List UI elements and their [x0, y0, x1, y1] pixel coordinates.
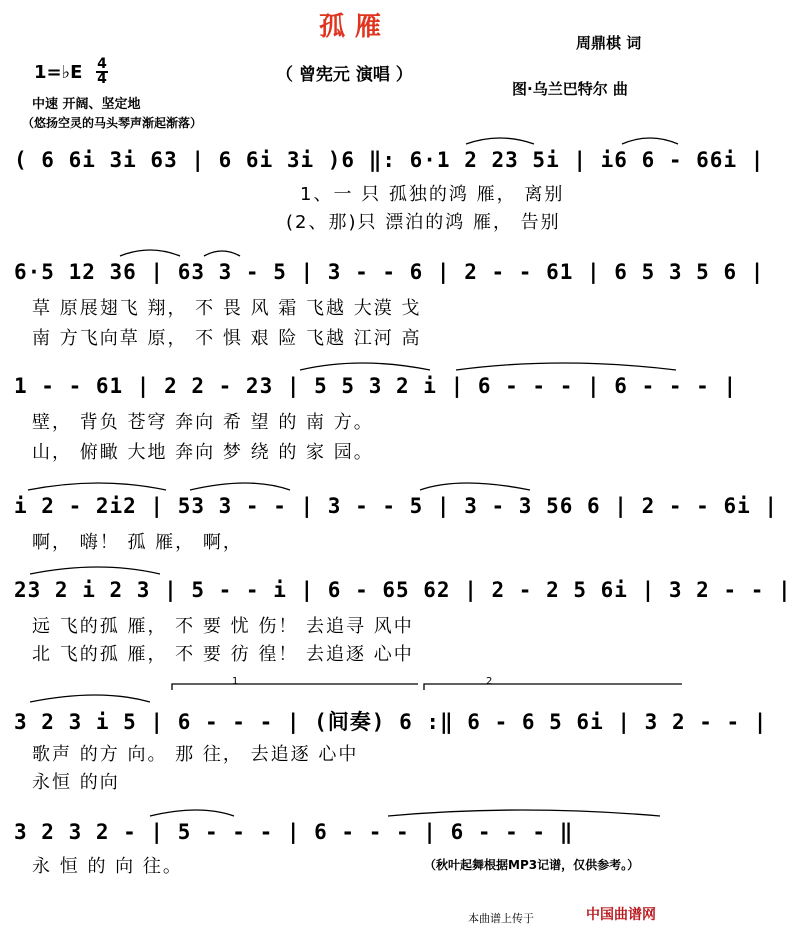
time-signature-bottom: 4 — [97, 71, 107, 87]
slur-row-7-a — [150, 810, 234, 816]
slur-row-6-a — [30, 695, 150, 702]
slur-row-7-b — [388, 810, 660, 816]
site-logo: 中国曲谱网 — [586, 907, 656, 923]
slur-row-3-a — [300, 363, 430, 370]
score-row-7: 3 2 3 2 - | 5 - - - | 6 - - - | 6 - - - ‖ — [14, 820, 574, 844]
slur-row-1-b — [622, 138, 678, 144]
page-title: 孤雁 — [318, 12, 391, 42]
ending-bracket-2 — [424, 684, 682, 690]
slur-row-5-a — [30, 567, 160, 574]
lyric-row-4: 啊， 嗨！ 孤 雁， 啊， — [32, 532, 243, 553]
ending-bracket-1 — [172, 684, 418, 690]
time-signature-top: 4 — [97, 56, 107, 72]
score-row-6: 3 2 3 i 5 | 6 - - - | (间奏) 6 :‖ 6 - 6 5 6i | 3 2 - - | — [14, 710, 768, 734]
slur-row-2-a — [120, 250, 180, 256]
score-row-2: 6·5 12 36 | 63 3 - 5 | 3 - - 6 | 2 - - 61 | 6 5 3 5 6 | — [14, 260, 765, 284]
score-row-4: i 2 - 2i2 | 53 3 - - | 3 - - 5 | 3 - 3 56 6 | 2 - - 6i | — [14, 494, 779, 518]
lyric-row-7: 永 恒 的 向 往。 — [32, 856, 183, 877]
footer-upload-text: 本曲谱上传于 — [468, 912, 534, 925]
lyric-row-2-verse-2: 南 方飞向草 原， 不 惧 艰 险 飞越 江河 高 — [32, 328, 422, 349]
intro-note: （悠扬空灵的马头琴声渐起渐落） — [22, 116, 203, 130]
transcription-footnote: （秋叶起舞根据MP3记谱，仅供参考。） — [424, 858, 640, 872]
lyric-row-3-verse-2: 山， 俯瞰 大地 奔向 梦 绕 的 家 园。 — [32, 442, 374, 463]
tempo-marking: 中速 开阔、坚定地 — [32, 97, 141, 112]
lyricist-credit: 周鼎棋 词 — [576, 34, 642, 52]
ending-1-label: 1 — [232, 676, 239, 687]
slur-row-3-b — [456, 363, 676, 370]
lyric-row-1-verse-2: (2、那)只 漂泊的鸿 雁， 告别 — [286, 212, 561, 233]
lyric-row-2-verse-1: 草 原展翅飞 翔， 不 畏 风 霜 飞越 大漠 戈 — [32, 298, 422, 319]
slur-row-1-a — [466, 138, 534, 144]
lyric-row-3-verse-1: 壁， 背负 苍穹 奔向 希 望 的 南 方。 — [32, 412, 374, 433]
slur-row-4-c — [420, 483, 530, 490]
ending-2-label: 2 — [486, 676, 493, 687]
slur-row-2-b — [204, 251, 240, 256]
slur-row-4-b — [190, 483, 290, 490]
lyric-row-1-verse-1: 1、一 只 孤独的鸿 雁， 离别 — [300, 184, 565, 205]
composer-credit: 图·乌兰巴特尔 曲 — [512, 80, 628, 98]
score-row-3: 1 - - 61 | 2 2 - 23 | 5 5 3 2 i | 6 - - - | 6 - - - | — [14, 374, 738, 398]
lyric-row-5-verse-2: 北 飞的孤 雁， 不 要 彷 徨！ 去追逐 心中 — [32, 644, 414, 665]
score-row-5: 23 2 i 2 3 | 5 - - i | 6 - 65 62 | 2 - 2 5 6i | 3 2 - - | — [14, 578, 792, 602]
singer-credit: （ 曾宪元 演唱 ） — [276, 65, 413, 85]
lyric-row-6-verse-1: 歌声 的方 向。 那 往， 去追逐 心中 — [32, 744, 359, 765]
score-row-1: ( 6 6i 3i 63 | 6 6i 3i )6 ‖: 6·1 2 23 5i | i6 6 - 66i | — [14, 148, 765, 172]
slur-row-4-a — [28, 483, 166, 490]
lyric-row-6-verse-2: 永恒 的向 — [32, 772, 120, 793]
lyric-row-5-verse-1: 远 飞的孤 雁， 不 要 忧 伤！ 去追寻 风中 — [32, 616, 414, 637]
key-signature: 1=♭E — [34, 62, 83, 83]
